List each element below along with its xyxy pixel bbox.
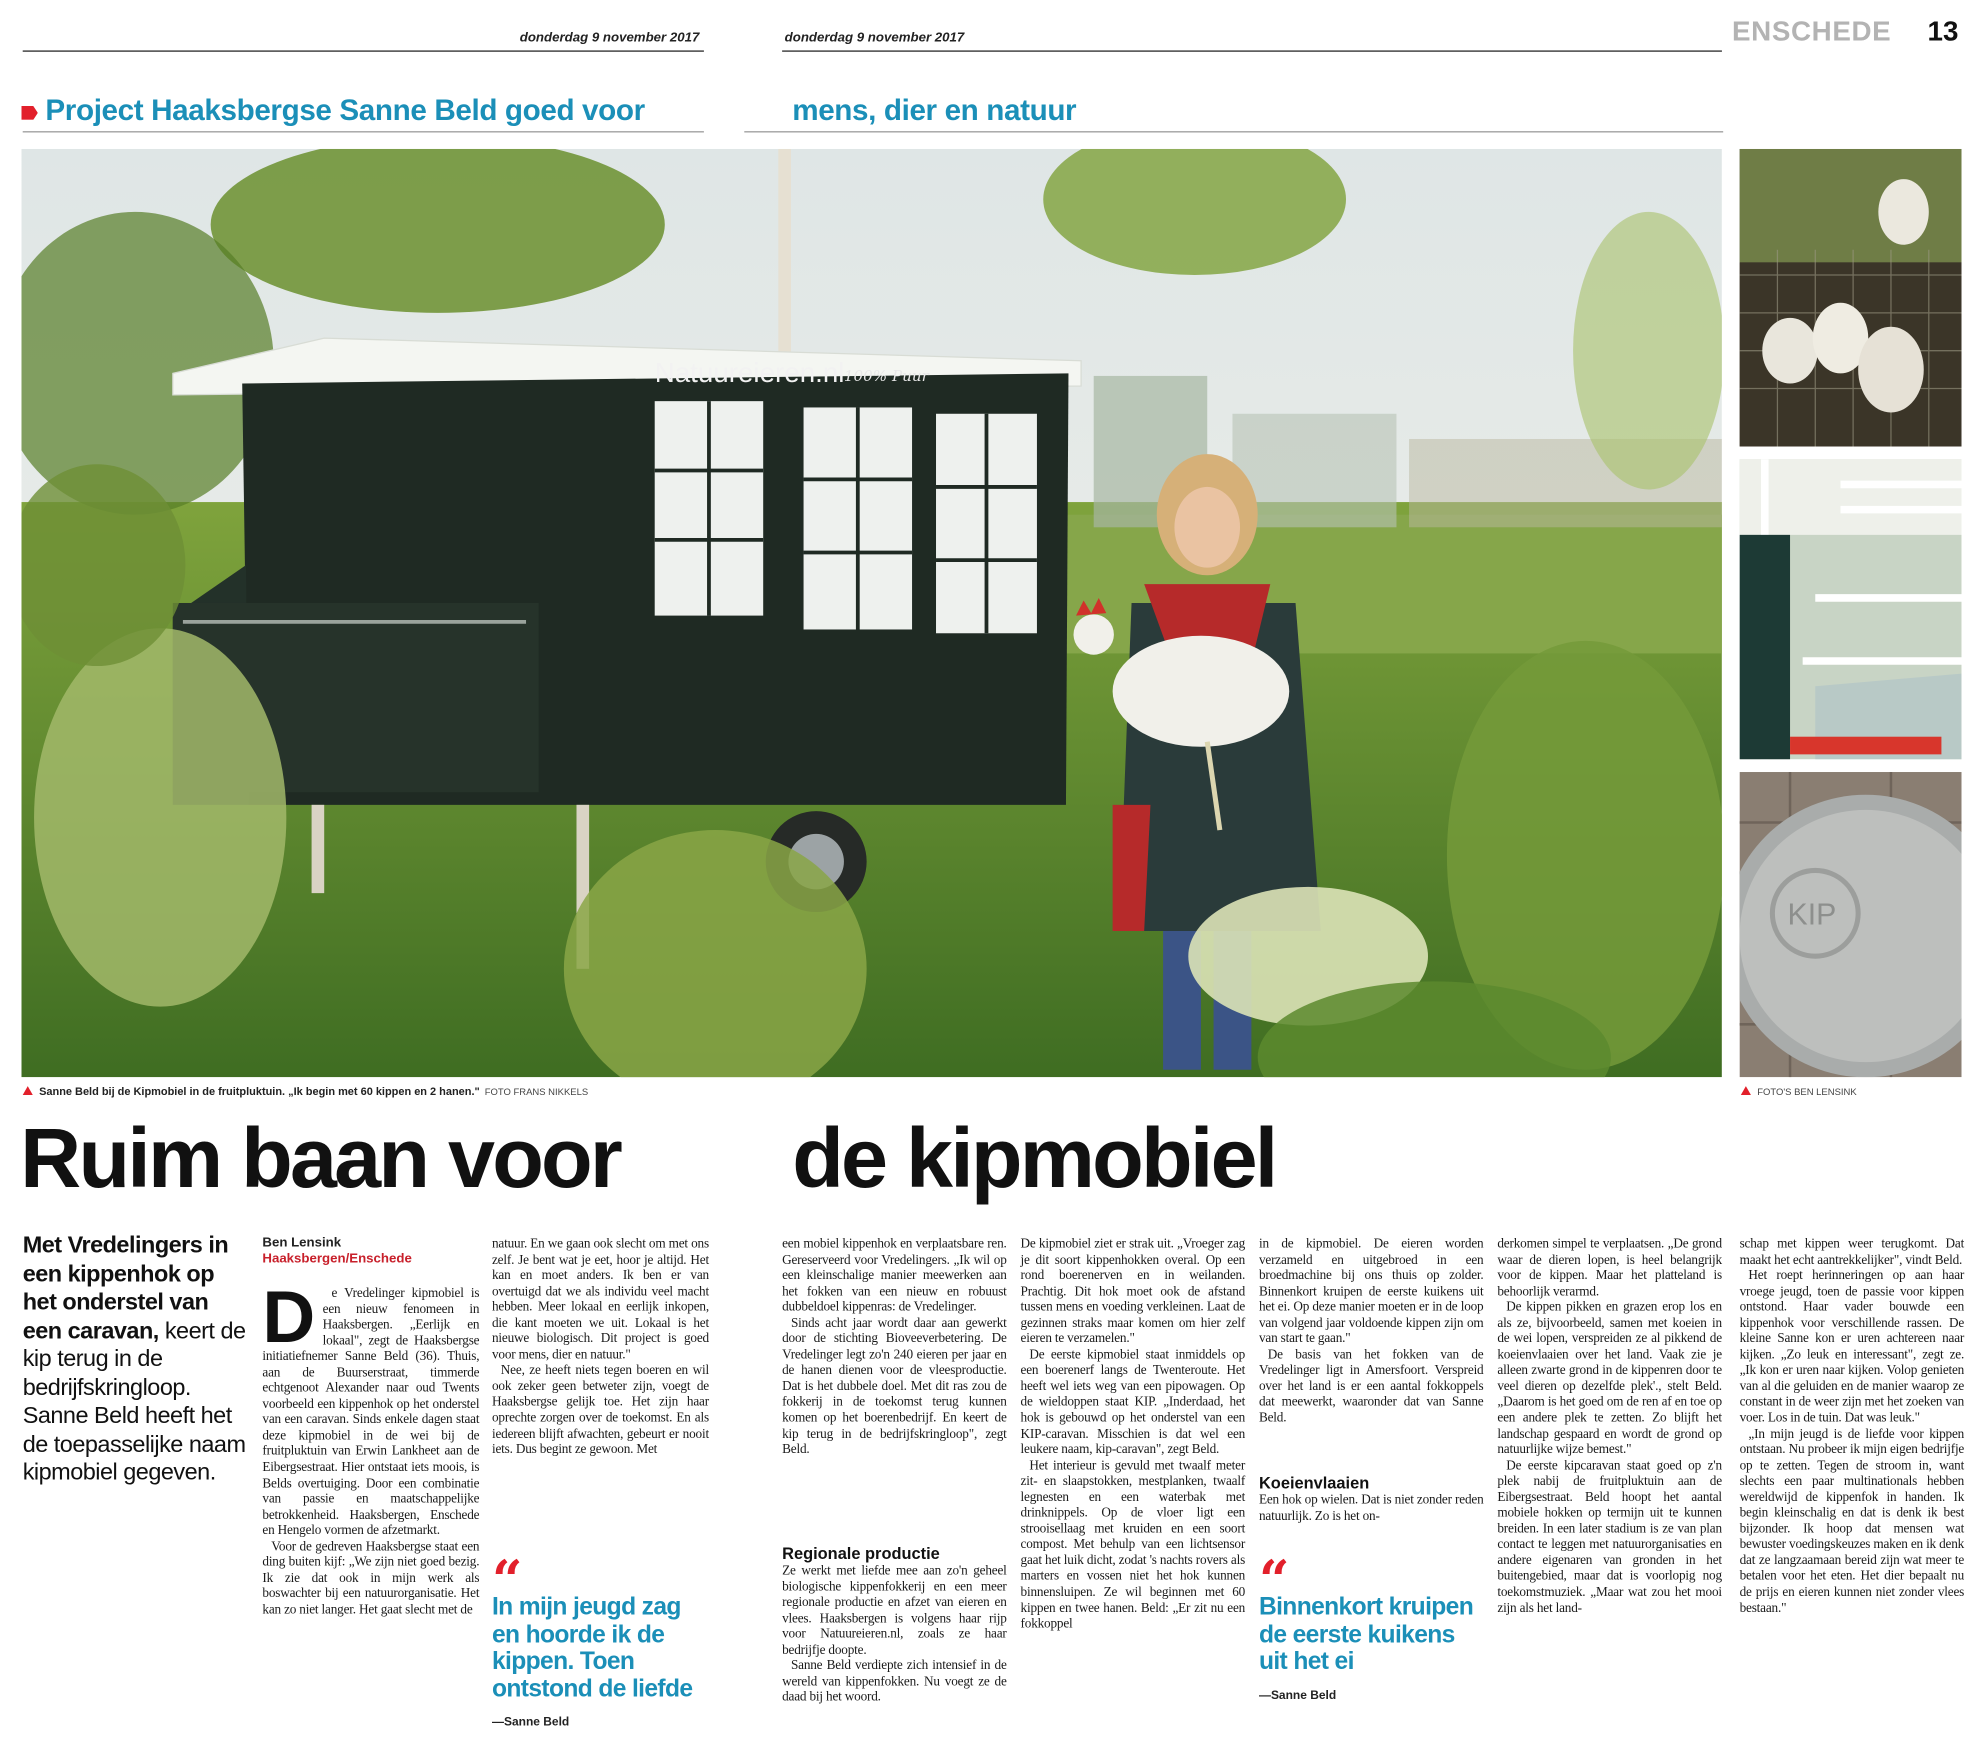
side-photos-caption <box>1741 1085 1857 1098</box>
intro-bold: Met Vredelingers in een kippenhok op het onderstel van een caravan, <box>22 1231 229 1343</box>
kicker-left: Project Haaksbergse Sanne Beld goed voor <box>45 93 645 127</box>
photo-credit-side: FOTO'S BEN LENSINK <box>1757 1086 1857 1098</box>
hubcap-kip-text: KIP <box>1787 898 1837 932</box>
side-photo-interior-illustration <box>1740 459 1962 759</box>
main-photo-caption <box>23 1085 588 1098</box>
main-photo-illustration <box>21 149 1721 1077</box>
headline-part-1: Ruim baan voor <box>20 1111 621 1206</box>
side-photo-hubcap <box>1740 772 1962 1077</box>
body-column-7 <box>1740 1238 1965 1618</box>
side-photo-interior <box>1740 459 1962 759</box>
body-column-6 <box>1497 1238 1722 1618</box>
body-column-1 <box>262 1276 480 1619</box>
pull-quote-1-text: In mijn jeugd zag en hoorde ik de kippen. Toen ontstond de liefde <box>491 1593 693 1703</box>
col3-paragraph-3: Ze werkt met liefde mee aan zo'n geheel biologische kippenfokkerij en een meer regionale productie en afzet van eieren en vlees. Haaksbergen is volgens haar rijp voor Natuureieren.nl, zoals ze haar bedrijfje doopte. <box>782 1564 1007 1658</box>
pull-quote-1-source: —Sanne Beld <box>491 1715 570 1730</box>
subhead-regionale-productie: Regionale productie <box>782 1544 940 1563</box>
col7-paragraph-1: schap met kippen weer terugkomt. Dat maakt het echt aantrekkelijker", vindt Beld. <box>1739 1237 1965 1268</box>
page-date-left: donderdag 9 november 2017 <box>519 30 700 46</box>
col7-paragraph-3: „In mijn jeugd is de liefde voor kippen ontstaan. Nu probeer ik mijn eigen bedrijfje op te zetten. Tegen de stroom in, want slechts een paar multinationals hebben wereldwijd de kippenfok in handen. Ik begin kleinschalig en dat is denk ik best bijzonder. Ik hoop dat mensen wat bewuster voedingskeuzes maken en ik denk dat ze langzaamaan bereid zijn wat meer te betalen voor het eten. Het dier bepaalt nu de prijs en eieren kunnen niet zonder vlees bestaan." <box>1739 1427 1965 1616</box>
col2-paragraph-1: natuur. En we gaan ook slecht om met ons zelf. Je bent wat je eet, hoor je altijd. Het kan en moet anders. Ik ben er van overtuigd dat we als individu veel macht hebben. Meer lokaal en eerlijk inkopen, die kant moeten we uit. Lokaal is het nieuwe biologisch. Dit project is goed voor mens, dier en natuur." <box>491 1237 709 1363</box>
page-date-right: donderdag 9 november 2017 <box>784 30 965 46</box>
subhead-koeienvlaaien: Koeienvlaaien <box>1258 1473 1370 1493</box>
byline-dateline: Haaksbergen/Enschede <box>262 1251 412 1267</box>
intro-text <box>23 1231 250 1486</box>
section-name: ENSCHEDE <box>1732 15 1892 47</box>
quote-mark-icon: “ <box>1258 1549 1290 1611</box>
body-column-5 <box>1259 1238 1484 1428</box>
col4-paragraph-3: Het interieur is gevuld met twaalf meter zit- en slaapstokken, mestplanken, twaalf legnesten en een waterbak met drinknippels. Op de vloer ligt een strooisellaag met kruiden en een soort compost. Met behulp van een lichtsensor gaat het luik dicht, zodat 's nachts rovers als marters en vossen niet het hok kunnen binnensluipen. Ze wil beginnen met 60 kippen en twee hanen. Beld: „Er zit nu een fokkoppel <box>1020 1459 1246 1632</box>
pull-quote-2-source: —Sanne Beld <box>1258 1688 1337 1703</box>
col7-paragraph-2: Het roept herinneringen op aan haar vroege jeugd, toen de passie voor kippen ontstond. Haar vader bouwde een kippenhok voor verschillende rassen. De kleine Sanne kon er uren achtereen naar kijken. „Zo leuk en interessant", zegt ze. „Ik kon er uren naar kijken. Volop genieten van al die geluiden en de manier waarop ze constant in de weer zijn met het zoeken van voer. Los in de tuin. Dat was leuk." <box>1739 1269 1965 1426</box>
col2-paragraph-2: Nee, ze heeft niets tegen boeren en wil ook zeker geen betweter zijn, voegt de Haaksbergse gelijk toe. Het zijn haar oprechte zorgen over de toekomst. En als iedereen blijft afwachten, gebeurt er nooit iets. Dus begint ze gewoon. Met <box>491 1364 709 1458</box>
side-photo-chickens <box>1740 149 1962 447</box>
body-column-3b <box>782 1564 1007 1706</box>
col6-paragraph-2: De kippen pikken en grazen erop los en als ze, bijvoorbeeld, samen met koeien in de wei lopen, verspreiden ze al pikkend de koeienvlaaien over het land. Vaak zie je alleen zwarte grond in de kippenren door te veel dieren op dezelfde plek'., stelt Beld. „Daarom is het goed om de ren af en toe op een andere plek te zetten. Zo blijft het landschap gespaard en wordt de grond op natuurlijke wijze bemest." <box>1497 1300 1722 1458</box>
headline-part-2: de kipmobiel <box>792 1111 1276 1206</box>
col5-paragraph-1: in de kipmobiel. De eieren worden verzameld en uitgebroed in een broedmachine bij ons thuis op zolder. Binnenkort kruipen de eerste kuikens uit het ei. Op deze manier moeten er in de loop van volgend jaar voldoende kippen zijn om van start te gaan." <box>1258 1237 1484 1347</box>
byline-author: Ben Lensink <box>262 1234 342 1251</box>
side-photo-hubcap-illustration <box>1740 772 1962 1077</box>
pull-quote-1 <box>491 1549 709 1730</box>
col5-paragraph-2: De basis van het fokken van de Vredelinger ligt in Amersfoort. Verspreid over het land is er een aantal fokkoppels dat meewerkt, waaronder dat van Sanne Beld. <box>1258 1348 1484 1426</box>
col4-paragraph-1: De kipmobiel ziet er strak uit. „Vroeger zag je dit soort kippenhokken overal. Op een rond boerenerven en in weilanden. Prachtig. Dit hok moet ook de afstand tussen mens en voeding verkleinen. Laat de gezinnen straks maar komen om hier zelf eieren te verzamelen." <box>1020 1237 1246 1347</box>
col6-paragraph-3: De eerste kipcaravan staat goed op z'n plek nabij de fruitpluktuin aan de Eibergsestraat. Beld hoopt het aantal mobiele hokken op termijn uit te kunnen breiden. In een later stadium is ze van plan contact te leggen met natuurorganisaties en andere eigenaren van gronden in het buitengebied, maar dat is voorlopig nog toekomstmuziek. „Maar wat zou het mooi zijn als het land- <box>1497 1459 1722 1616</box>
body-column-2 <box>492 1238 709 1460</box>
coop-sign-subtext: 100% Puur <box>843 366 929 385</box>
main-photo <box>21 149 1721 1077</box>
body-column-3 <box>782 1238 1007 1460</box>
col1-paragraph-1: e Vredelinger kipmobiel is een nieuw fenomeen in Haaksbergen. „Eerlijk en lokaal", zegt de Haaksbergse initiatiefnemer Sanne Beld (36). Thuis, aan de Buurserstraat, timmerde echtgenoot Alexander naar oud Twents voorbeeld een kippenhok op het onderstel van een caravan. Sinds enkele dagen staat deze kipmobiel in de wei bij de fruitpluktuin van Erwin Lankheet aan de Eibergsestraat. Hier ontstaat iets moois, is Belds overtuiging. Door een combinatie van passie en maatschappelijke betrokkenheid. Haaksbergen, Enschede en Hengelo vormen de afzetmarkt. <box>262 1286 480 1539</box>
caption-triangle-icon <box>1741 1086 1751 1095</box>
caption-triangle-icon <box>23 1086 33 1095</box>
caption-text: Sanne Beld bij de Kipmobiel in de fruitpluktuin. „Ik begin met 60 kippen en 2 hanen." <box>39 1084 480 1098</box>
col3-paragraph-4: Sanne Beld verdiepte zich intensief in de wereld van kippenfokken. Nu voegt ze de daad bij het woord. <box>782 1659 1007 1705</box>
col6-paragraph-1: derkomen simpel te verplaatsen. „De grond waar de dieren lopen, is heel belangrijk voor de kippen. Maar het platteland is behoorlijk verarmd. <box>1497 1237 1722 1299</box>
kicker-rule-left <box>23 131 704 132</box>
body-column-4 <box>1021 1238 1246 1634</box>
header-rule-right <box>782 50 1722 51</box>
col4-paragraph-2: De eerste kipmobiel staat inmiddels op een boerenerf langs de Twenteroute. Het heeft wel iets weg van een pipowagen. Op de wieldoppen staat KIP. „Inderdaad, het hok is gebouwd op het onderstel van een KIP-caravan. Misschien is dat wel een leukere naam, kip-caravan", zegt Beld. <box>1020 1348 1246 1458</box>
kicker-rule-right <box>744 131 1723 132</box>
photo-credit-main: FOTO FRANS NIKKELS <box>484 1086 589 1098</box>
col5-paragraph-3: Een hok op wielen. Dat is niet zonder reden natuurlijk. Zo is het on- <box>1258 1493 1484 1524</box>
header-rule-left <box>23 50 704 51</box>
drop-cap: D <box>262 1276 316 1359</box>
col1-paragraph-2: Voor de gedreven Haaksbergse staat een ding buiten kijf: „We zijn niet goed bezig. Ik zie dat ook in mijn werk als boswachter bij een natuurorganisatie. Het kan zo niet langer. Het gaat slecht met de <box>262 1539 480 1618</box>
page-number: 13 <box>1927 15 1959 47</box>
side-photo-chickens-illustration <box>1740 149 1962 447</box>
kicker-arrow-icon <box>21 106 37 120</box>
pull-quote-2-text: Binnenkort kruipen de eerste kuikens uit het ei <box>1258 1593 1474 1676</box>
col3-paragraph-2: Sinds acht jaar wordt daar aan gewerkt door de stichting Bioveeverbetering. De Vredelinger legt zo'n 240 eieren per jaar en de hanen dienen voor de vleesproductie. Dat is het dubbele doel. Met dit ras zou de fokkerij in de toekomst terug kunnen komen op het boerenbedrijf. En keert de kip terug in de bedrijfskringloop", zegt Beld. <box>782 1316 1007 1458</box>
quote-mark-icon: “ <box>491 1549 523 1611</box>
coop-sign-text: Natuureieren.nl <box>654 357 845 389</box>
body-column-5b <box>1259 1494 1484 1526</box>
col3-paragraph-1: een mobiel kippenhok en verplaatsbare ren. Gereserveerd voor Vredelingers. „Ik wil op een kleinschalige manier meewerken aan het fokken van een nieuw en robuust dubbeldoel kippenras: de Vredelinger. <box>782 1237 1007 1315</box>
pull-quote-2 <box>1258 1549 1484 1703</box>
intro-rest: keert de kip terug in de bedrijfskringloop. Sanne Beld heeft het de toepasselijke naam kipmobiel gegeven. <box>22 1316 246 1485</box>
kicker-right: mens, dier en natuur <box>792 93 1077 127</box>
